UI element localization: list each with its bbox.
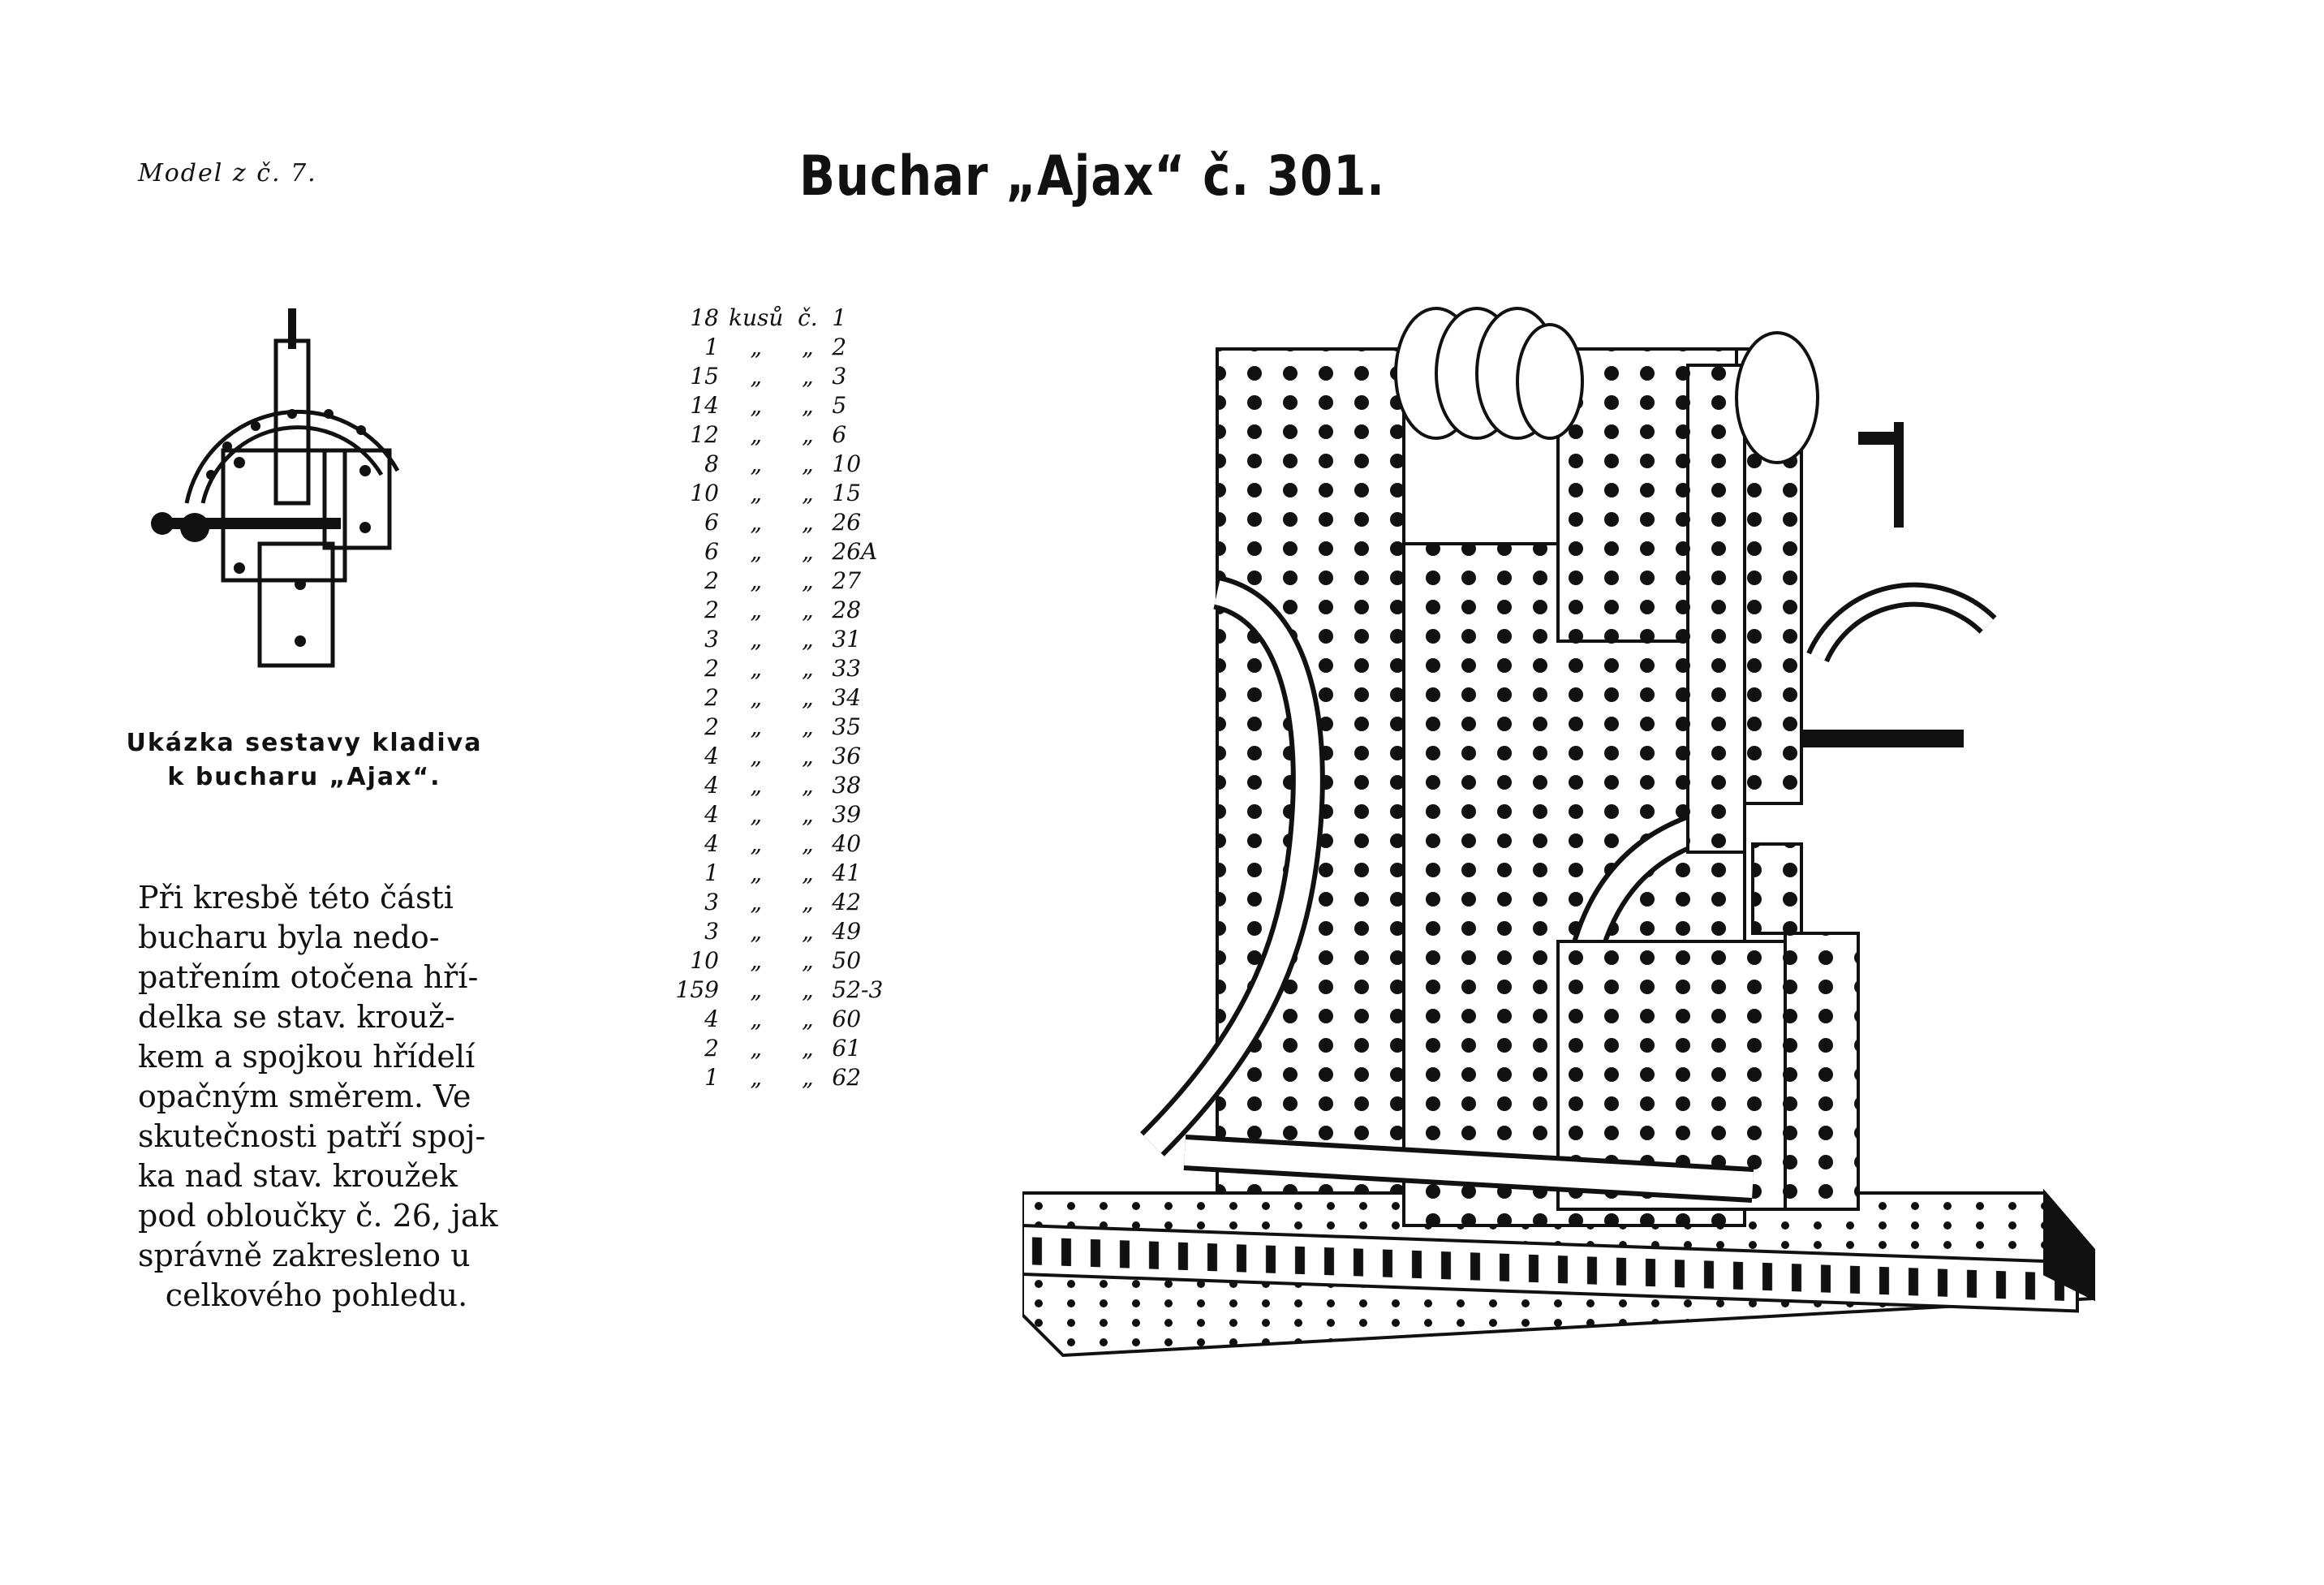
part-number-ditto: „ [802, 947, 814, 974]
part-number: 41 [832, 859, 862, 886]
part-unit-ditto: „ [750, 421, 762, 448]
parts-row [665, 537, 893, 566]
part-number: 35 [832, 713, 862, 740]
part-quantity: 4 [704, 801, 719, 828]
part-quantity: 2 [704, 713, 719, 740]
parts-row [665, 654, 893, 683]
part-number: 60 [832, 1006, 862, 1032]
part-quantity: 4 [704, 1006, 719, 1032]
part-unit-ditto: „ [750, 363, 762, 390]
note-line: pod obloučky č. 26, jak [138, 1198, 498, 1234]
parts-row [665, 362, 893, 391]
part-unit-ditto: „ [750, 1035, 762, 1062]
part-number-ditto: „ [802, 450, 814, 477]
part-unit: kusů [729, 304, 784, 331]
part-number: 52-3 [832, 976, 884, 1003]
part-number-ditto: „ [802, 772, 814, 799]
part-number-ditto: „ [802, 976, 814, 1003]
part-quantity: 3 [704, 889, 719, 915]
part-number: 40 [832, 830, 862, 857]
part-quantity: 3 [704, 918, 719, 945]
part-quantity: 4 [704, 772, 719, 799]
parts-row [665, 1063, 893, 1092]
part-number: 36 [832, 743, 862, 769]
part-number-ditto: „ [802, 713, 814, 740]
parts-row [665, 1034, 893, 1063]
part-unit-ditto: „ [750, 567, 762, 594]
parts-row [665, 742, 893, 771]
part-number: 34 [832, 684, 862, 711]
part-number-ditto: „ [802, 684, 814, 711]
part-unit-ditto: „ [750, 480, 762, 506]
parts-row [665, 596, 893, 625]
part-number: 61 [832, 1035, 862, 1062]
part-number-ditto: „ [802, 889, 814, 915]
part-number: 10 [832, 450, 862, 477]
part-number-ditto: „ [802, 334, 814, 360]
part-quantity: 2 [704, 655, 719, 682]
part-number: 31 [832, 626, 862, 653]
part-unit-ditto: „ [750, 772, 762, 799]
part-number-ditto: „ [802, 1035, 814, 1062]
part-number-label: č. [798, 304, 818, 331]
part-number: 49 [832, 918, 862, 945]
part-quantity: 1 [704, 859, 719, 886]
part-quantity: 10 [690, 480, 719, 506]
part-unit-ditto: „ [750, 597, 762, 623]
part-number: 62 [832, 1064, 862, 1091]
part-quantity: 4 [704, 830, 719, 857]
part-number-ditto: „ [802, 830, 814, 857]
parts-row [665, 859, 893, 888]
part-unit-ditto: „ [750, 334, 762, 360]
part-quantity: 6 [704, 509, 719, 536]
part-unit-ditto: „ [750, 801, 762, 828]
part-quantity: 2 [704, 597, 719, 623]
part-quantity: 159 [675, 976, 719, 1003]
parts-row [665, 946, 893, 976]
note-line: opačným směrem. Ve [138, 1079, 471, 1114]
part-quantity: 14 [690, 392, 719, 419]
parts-row [665, 479, 893, 508]
parts-row [665, 625, 893, 654]
parts-row [665, 683, 893, 713]
part-number: 42 [832, 889, 862, 915]
part-unit-ditto: „ [750, 1006, 762, 1032]
part-number-ditto: „ [802, 509, 814, 536]
part-unit-ditto: „ [750, 976, 762, 1003]
parts-row [665, 976, 893, 1005]
part-quantity: 1 [704, 334, 719, 360]
steam-hammer-model-illustration [1022, 300, 2207, 1372]
parts-row [665, 566, 893, 596]
part-number: 33 [832, 655, 862, 682]
parts-row [665, 713, 893, 742]
drawing-note [138, 878, 498, 1316]
caption-line-2: k bucharu „Ajax“. [167, 763, 441, 791]
note-line: správně zakresleno u [138, 1238, 471, 1273]
part-quantity: 3 [704, 626, 719, 653]
part-number-ditto: „ [802, 363, 814, 390]
part-unit-ditto: „ [750, 859, 762, 886]
part-number: 5 [832, 392, 847, 419]
part-number-ditto: „ [802, 626, 814, 653]
part-number-ditto: „ [802, 859, 814, 886]
part-number-ditto: „ [802, 655, 814, 682]
part-unit-ditto: „ [750, 684, 762, 711]
part-quantity: 6 [704, 538, 719, 565]
part-number: 39 [832, 801, 862, 828]
part-unit-ditto: „ [750, 1064, 762, 1091]
part-number-ditto: „ [802, 801, 814, 828]
part-quantity: 2 [704, 684, 719, 711]
part-number: 15 [832, 480, 862, 506]
part-unit-ditto: „ [750, 450, 762, 477]
part-unit-ditto: „ [750, 538, 762, 565]
part-unit-ditto: „ [750, 830, 762, 857]
note-line: ka nad stav. kroužek [138, 1158, 458, 1194]
part-number-ditto: „ [802, 597, 814, 623]
part-number-ditto: „ [802, 1064, 814, 1091]
note-line: patřením otočena hří- [138, 959, 479, 995]
part-number-ditto: „ [802, 567, 814, 594]
part-quantity: 2 [704, 567, 719, 594]
part-number: 1 [832, 304, 847, 331]
note-line: celkového pohledu. [165, 1277, 468, 1313]
part-number-ditto: „ [802, 480, 814, 506]
part-quantity: 4 [704, 743, 719, 769]
part-number-ditto: „ [802, 421, 814, 448]
hammer-assembly-illustration [138, 300, 479, 690]
part-number-ditto: „ [802, 918, 814, 945]
part-unit-ditto: „ [750, 947, 762, 974]
note-line: Při kresbě této části [138, 880, 454, 915]
note-line: skutečnosti patří spoj- [138, 1118, 486, 1154]
page-title: Buchar „Ajax“ č. 301. [799, 144, 1385, 209]
part-number: 26A [832, 538, 878, 565]
parts-row [665, 1005, 893, 1034]
note-line: bucharu byla nedo- [138, 920, 440, 955]
part-quantity: 18 [690, 304, 719, 331]
part-number: 38 [832, 772, 862, 799]
part-quantity: 10 [690, 947, 719, 974]
part-unit-ditto: „ [750, 655, 762, 682]
parts-list [665, 304, 893, 1092]
part-quantity: 12 [690, 421, 719, 448]
parts-row [665, 420, 893, 450]
parts-row [665, 771, 893, 800]
parts-row [665, 829, 893, 859]
caption-line-1: Ukázka sestavy kladiva [126, 729, 483, 757]
part-quantity: 2 [704, 1035, 719, 1062]
part-unit-ditto: „ [750, 918, 762, 945]
parts-row [665, 333, 893, 362]
part-number: 50 [832, 947, 862, 974]
part-quantity: 1 [704, 1064, 719, 1091]
part-number-ditto: „ [802, 392, 814, 419]
note-line: delka se stav. krouž- [138, 999, 455, 1035]
part-quantity: 8 [704, 450, 719, 477]
part-number: 28 [832, 597, 862, 623]
parts-row [665, 304, 893, 333]
part-number: 3 [832, 363, 847, 390]
part-unit-ditto: „ [750, 743, 762, 769]
parts-row [665, 508, 893, 537]
part-number: 6 [832, 421, 847, 448]
parts-row [665, 888, 893, 917]
part-unit-ditto: „ [750, 889, 762, 915]
part-quantity: 15 [690, 363, 719, 390]
illustration-caption [122, 726, 487, 795]
part-number: 27 [832, 567, 862, 594]
part-number-ditto: „ [802, 1006, 814, 1032]
part-number: 2 [832, 334, 847, 360]
part-number-ditto: „ [802, 538, 814, 565]
part-number: 26 [832, 509, 862, 536]
parts-row [665, 450, 893, 479]
note-line: kem a spojkou hřídelí [138, 1039, 476, 1075]
parts-row [665, 391, 893, 420]
part-unit-ditto: „ [750, 509, 762, 536]
part-unit-ditto: „ [750, 626, 762, 653]
part-number-ditto: „ [802, 743, 814, 769]
model-reference: Model z č. 7. [138, 159, 317, 187]
parts-row [665, 917, 893, 946]
part-unit-ditto: „ [750, 392, 762, 419]
parts-row [665, 800, 893, 829]
part-unit-ditto: „ [750, 713, 762, 740]
